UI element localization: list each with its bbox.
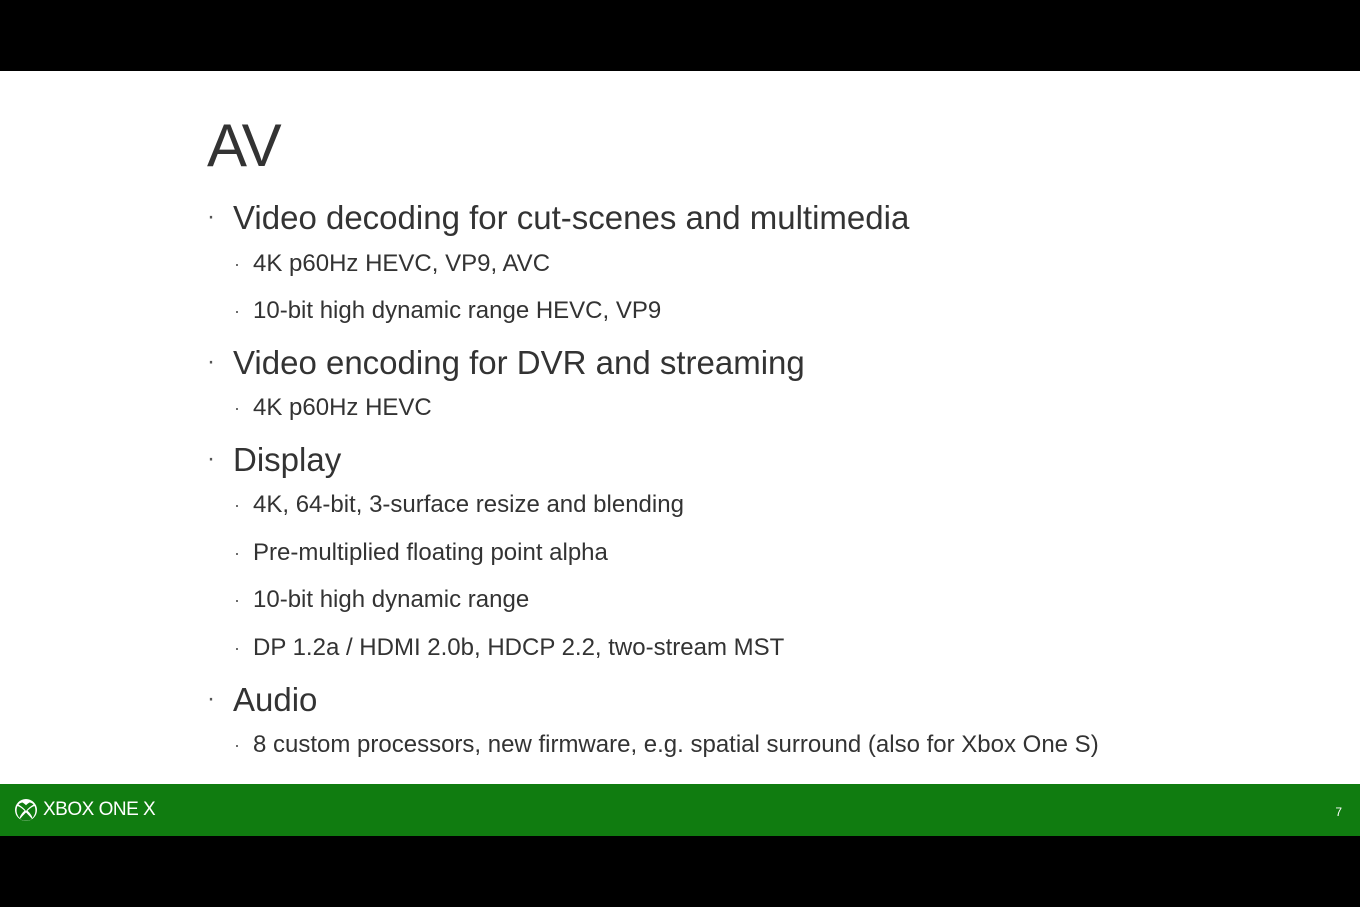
bullet-dot: · [207,445,215,472]
bullet-dot: · [207,348,215,375]
slide-title: AV [207,112,281,179]
slide [0,71,1360,784]
sub-bullet-text: 10-bit high dynamic range [253,586,530,613]
bullet-dot: · [234,735,240,755]
bullet-dot: · [234,590,240,610]
sub-bullet-text: Pre-multiplied floating point alpha [253,539,608,566]
footer-bar [0,784,1360,836]
bullet-dot: · [234,398,240,418]
bullet-dot: · [207,203,215,230]
bullet-text: Video decoding for cut-scenes and multimedia [233,199,910,236]
sub-bullet-text: 4K, 64-bit, 3-surface resize and blending [253,491,684,518]
brand-wordmark: XBOX ONE X [43,799,156,820]
page-number: 7 [1335,805,1342,819]
sub-bullet-text: 10-bit high dynamic range HEVC, VP9 [253,297,662,324]
sub-bullet-text: DP 1.2a / HDMI 2.0b, HDCP 2.2, two-stream MST [253,634,785,661]
bullet-dot: · [234,638,240,658]
bullet-text: Audio [233,681,318,718]
bullet-text: Video encoding for DVR and streaming [233,344,805,381]
bullet-dot: · [234,254,240,274]
bullet-dot: · [234,495,240,515]
sub-bullet-text: 4K p60Hz HEVC, VP9, AVC [253,250,551,277]
bullet-dot: · [234,301,240,321]
sub-bullet-text: 8 custom processors, new firmware, e.g. spatial surround (also for Xbox One S) [253,731,1099,758]
bullet-dot: · [234,543,240,563]
sub-bullet-text: 4K p60Hz HEVC [253,394,432,421]
bullet-dot: · [207,685,215,712]
xbox-logo-icon [14,798,38,822]
bullet-text: Display [233,441,342,478]
